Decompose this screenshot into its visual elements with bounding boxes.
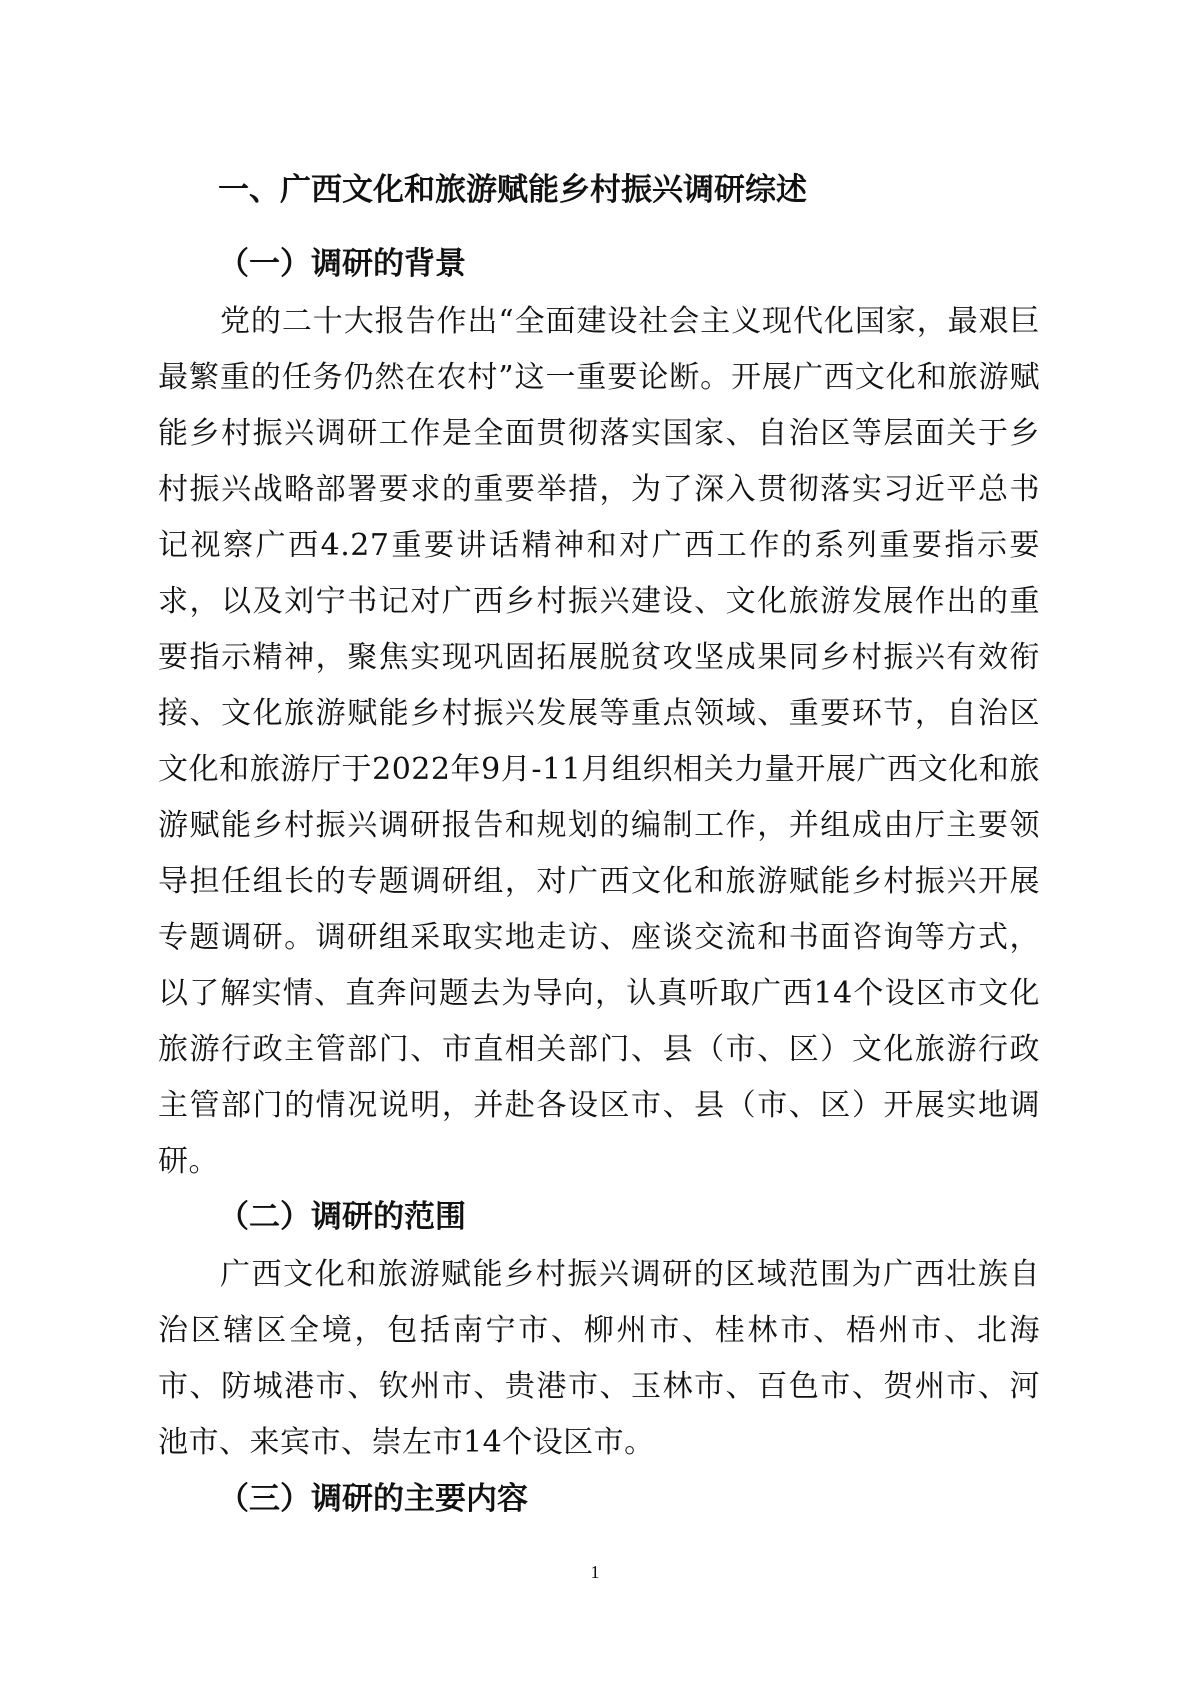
paragraph-background: 党的二十大报告作出“全面建设社会主义现代化国家，最艰巨最繁重的任务仍然在农村”这一重要论断。开展广西文化和旅游赋能乡村振兴调研工作是全面贯彻落实国家、自治区等层面关于乡村振兴战略部署要求的重要举措，为了深入贯彻落实习近平总书记视察广西4.27重要讲话精神和对广西工作的系列重要指示要求，以及刘宁书记对广西乡村振兴建设、文化旅游发展作出的重要指示精神，聚焦实现巩固拓展脱贫攻坚成果同乡村振兴有效衔接、文化旅游赋能乡村振兴发展等重点领域、重要环节，自治区文化和旅游厅于2022年9月-11月组织相关力量开展广西文化和旅游赋能乡村振兴调研报告和规划的编制工作，并组成由厅主要领导担任组长的专题调研组，对广西文化和旅游赋能乡村振兴开展专题调研。调研组采取实地走访、座谈交流和书面咨询等方式，以了解实情、直奔问题去为导向，认真听取广西14个设区市文化旅游行政主管部门、市直相关部门、县（市、区）文化旅游行政主管部门的情况说明，并赴各设区市、县（市、区）开展实地调研。 bbox=[158, 304, 1040, 1179]
paragraph-scope: 广西文化和旅游赋能乡村振兴调研的区域范围为广西壮族自治区辖区全境，包括南宁市、柳州市、桂林市、梧州市、北海市、防城港市、钦州市、贵港市、玉林市、百色市、贺州市、河池市、来宾市、崇左市14个设区市。 bbox=[158, 1257, 1040, 1460]
page-number: 1 bbox=[590, 1562, 600, 1582]
section-heading-background: （一）调研的背景 bbox=[218, 246, 466, 282]
section-heading-main-content: （三）调研的主要内容 bbox=[218, 1481, 528, 1517]
section-heading-scope: （二）调研的范围 bbox=[218, 1199, 466, 1235]
main-heading: 一、广西文化和旅游赋能乡村振兴调研综述 bbox=[218, 172, 807, 208]
